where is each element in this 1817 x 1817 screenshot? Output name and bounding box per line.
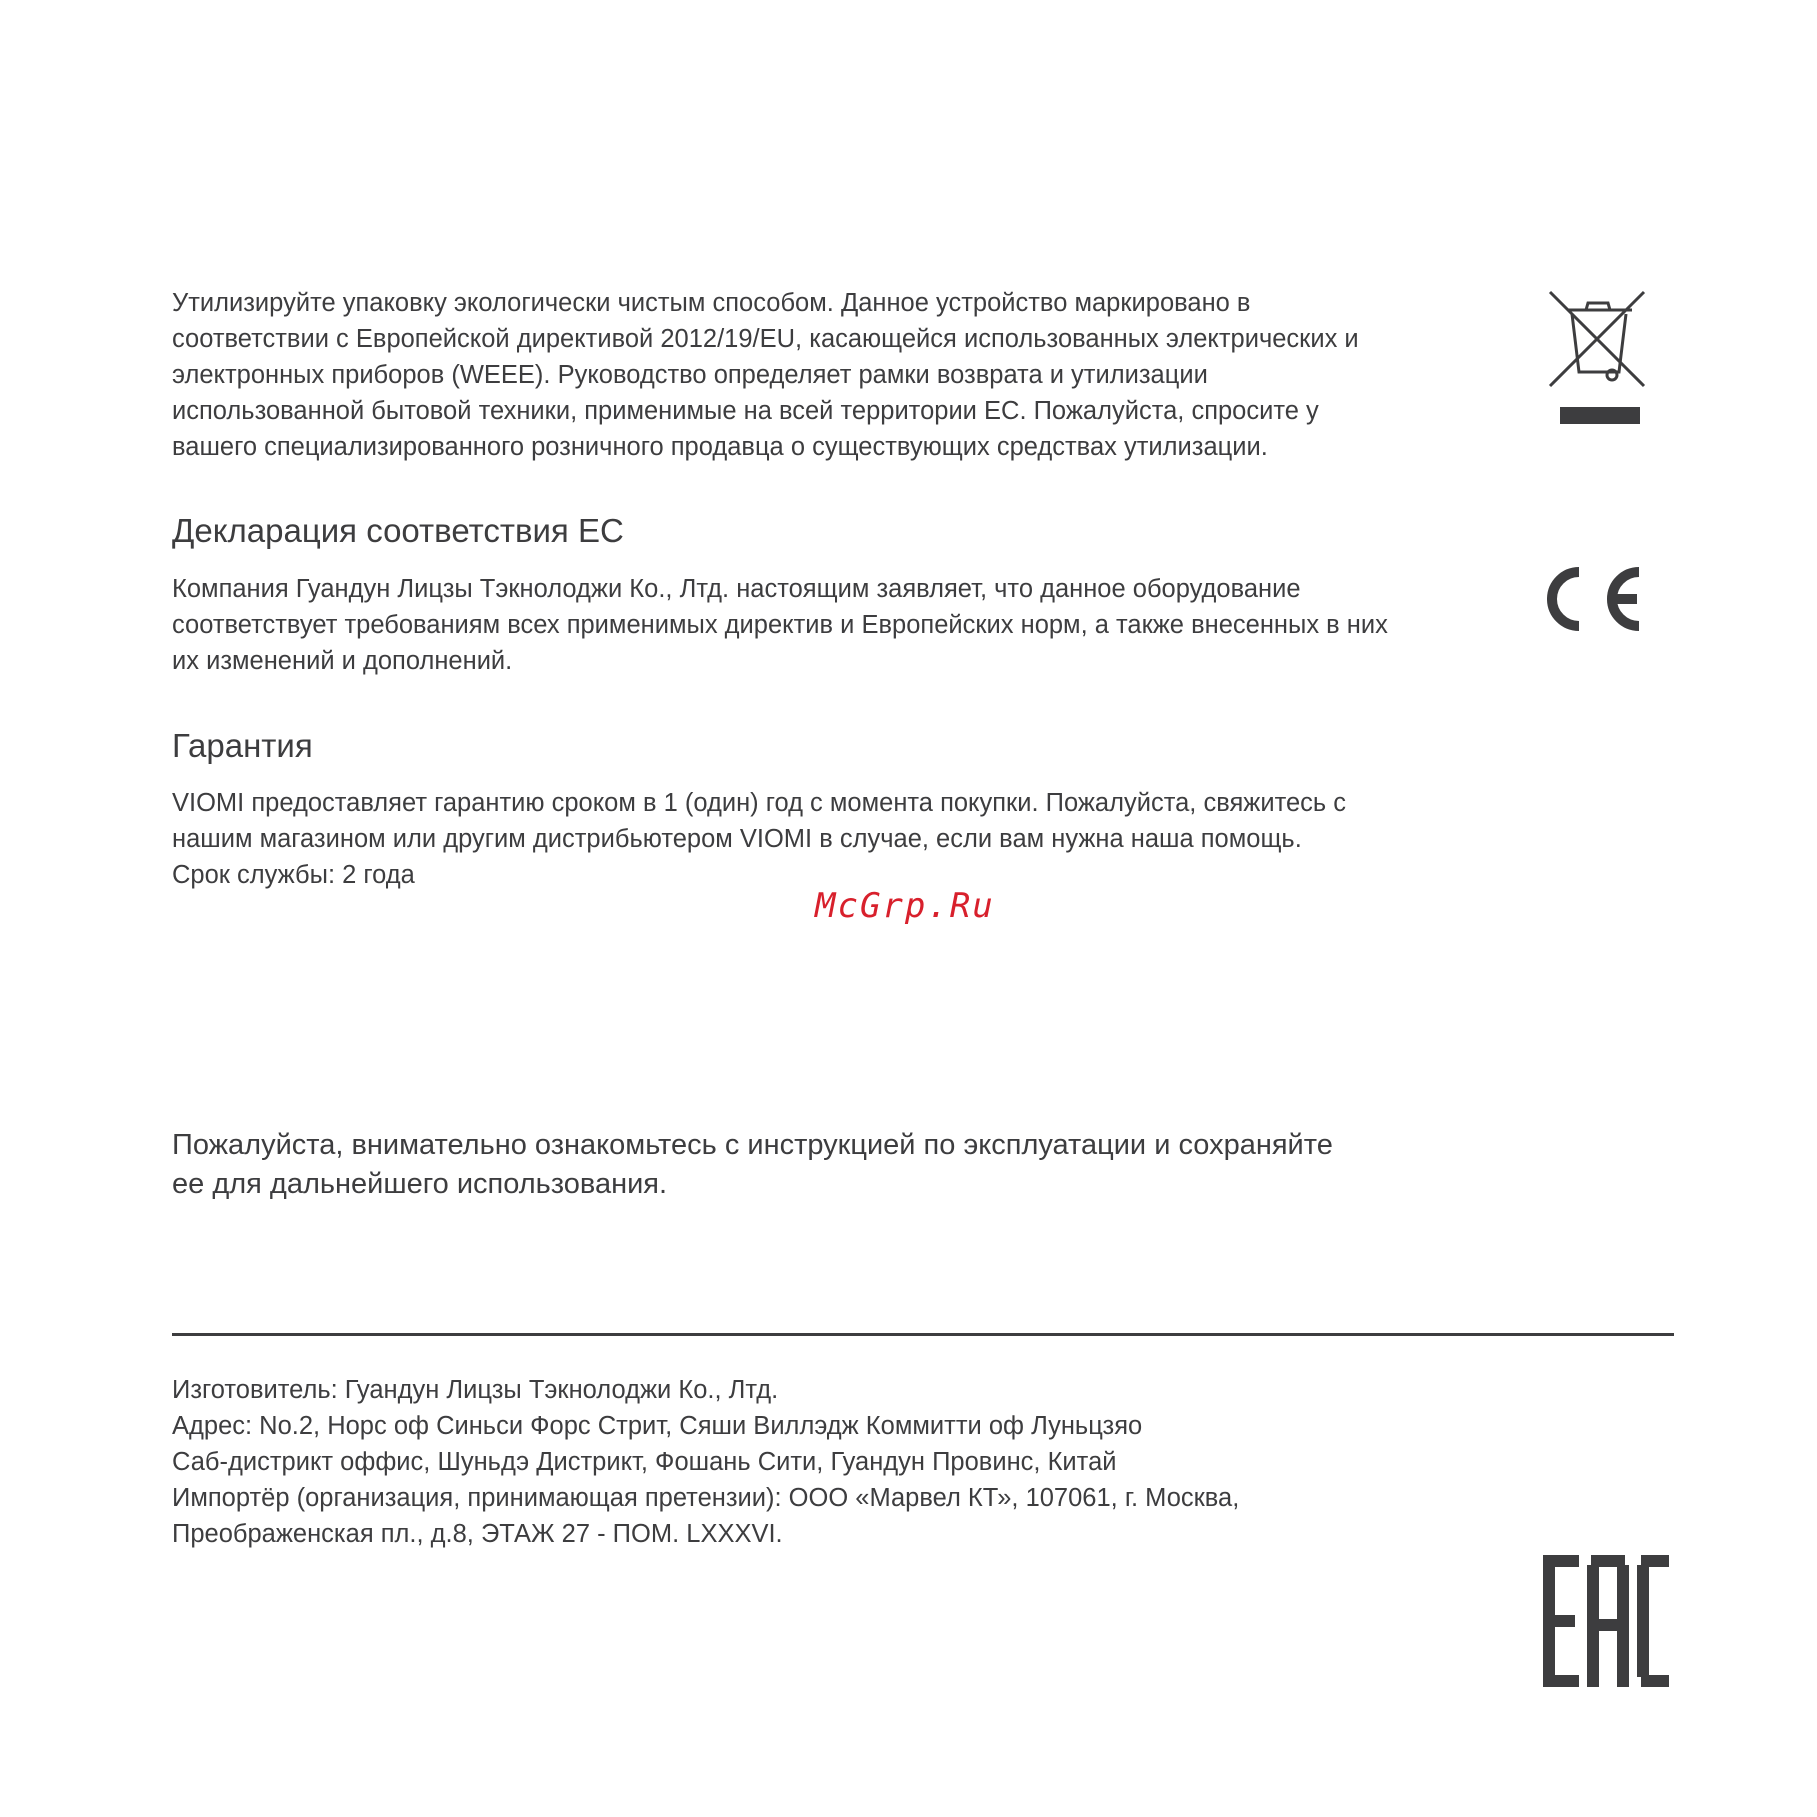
manufacturer-line: Адрес: No.2, Норс оф Синьси Форс Стрит, Сяши Виллэдж Коммитти оф Луньцзяо xyxy=(172,1412,1143,1440)
weee-line: вашего специализированного розничного продавца о существующих средствах утилизации. xyxy=(172,433,1268,461)
notice-line: Пожалуйста, внимательно ознакомьтесь с инструкцией по эксплуатации и сохраняйте xyxy=(172,1129,1333,1161)
divider xyxy=(172,1333,1674,1336)
warranty-line: VIOMI предоставляет гарантию сроком в 1 (один) год с момента покупки. Пожалуйста, свяжитесь с xyxy=(172,789,1347,817)
ce-mark-icon xyxy=(1547,563,1647,635)
warranty-heading: Гарантия xyxy=(172,727,313,764)
weee-line: Утилизируйте упаковку экологически чистым способом. Данное устройство маркировано в xyxy=(172,289,1251,317)
manufacturer-info xyxy=(172,1372,1239,1552)
manufacturer-line: Саб-дистрикт оффис, Шуньдэ Дистрикт, Фошань Сити, Гуандун Провинс, Китай xyxy=(172,1448,1117,1476)
declaration-line: их изменений и дополнений. xyxy=(172,647,513,675)
weee-line: электронных приборов (WEEE). Руководство определяет рамки возврата и утилизации xyxy=(172,361,1208,389)
warranty-line: Срок службы: 2 года xyxy=(172,861,415,889)
usage-notice xyxy=(172,1126,1333,1204)
warranty-paragraph xyxy=(172,785,1346,893)
declaration-heading: Декларация соответствия ЕС xyxy=(172,512,624,549)
declaration-line: Компания Гуандун Лицзы Тэкнолоджи Ко., Лтд. настоящим заявляет, что данное оборудование xyxy=(172,575,1301,603)
declaration-paragraph xyxy=(172,571,1388,679)
manufacturer-line: Изготовитель: Гуандун Лицзы Тэкнолоджи Ко., Лтд. xyxy=(172,1376,779,1404)
eac-mark-icon xyxy=(1543,1555,1669,1687)
declaration-line: соответствует требованиям всех применимых директив и Европейских норм, а также внесенных в них xyxy=(172,611,1388,639)
manufacturer-line: Преображенская пл., д.8, ЭТАЖ 27 - ПОМ. LXXXVI. xyxy=(172,1520,783,1548)
weee-line: использованной бытовой техники, применимые на всей территории ЕС. Пожалуйста, спросите у xyxy=(172,397,1319,425)
weee-line: соответствии с Европейской директивой 2012/19/EU, касающейся использованных электрических и xyxy=(172,325,1359,353)
crossed-out-wheelie-bin-icon xyxy=(1546,290,1650,430)
warranty-line: нашим магазином или другим дистрибьютером VIOMI в случае, если вам нужна наша помощь. xyxy=(172,825,1302,853)
weee-paragraph xyxy=(172,285,1359,465)
manufacturer-line: Импортёр (организация, принимающая претензии): ООО «Марвел КТ», 107061, г. Москва, xyxy=(172,1484,1240,1512)
notice-line: ее для дальнейшего использования. xyxy=(172,1168,668,1200)
watermark: McGrp.Ru xyxy=(815,886,995,926)
